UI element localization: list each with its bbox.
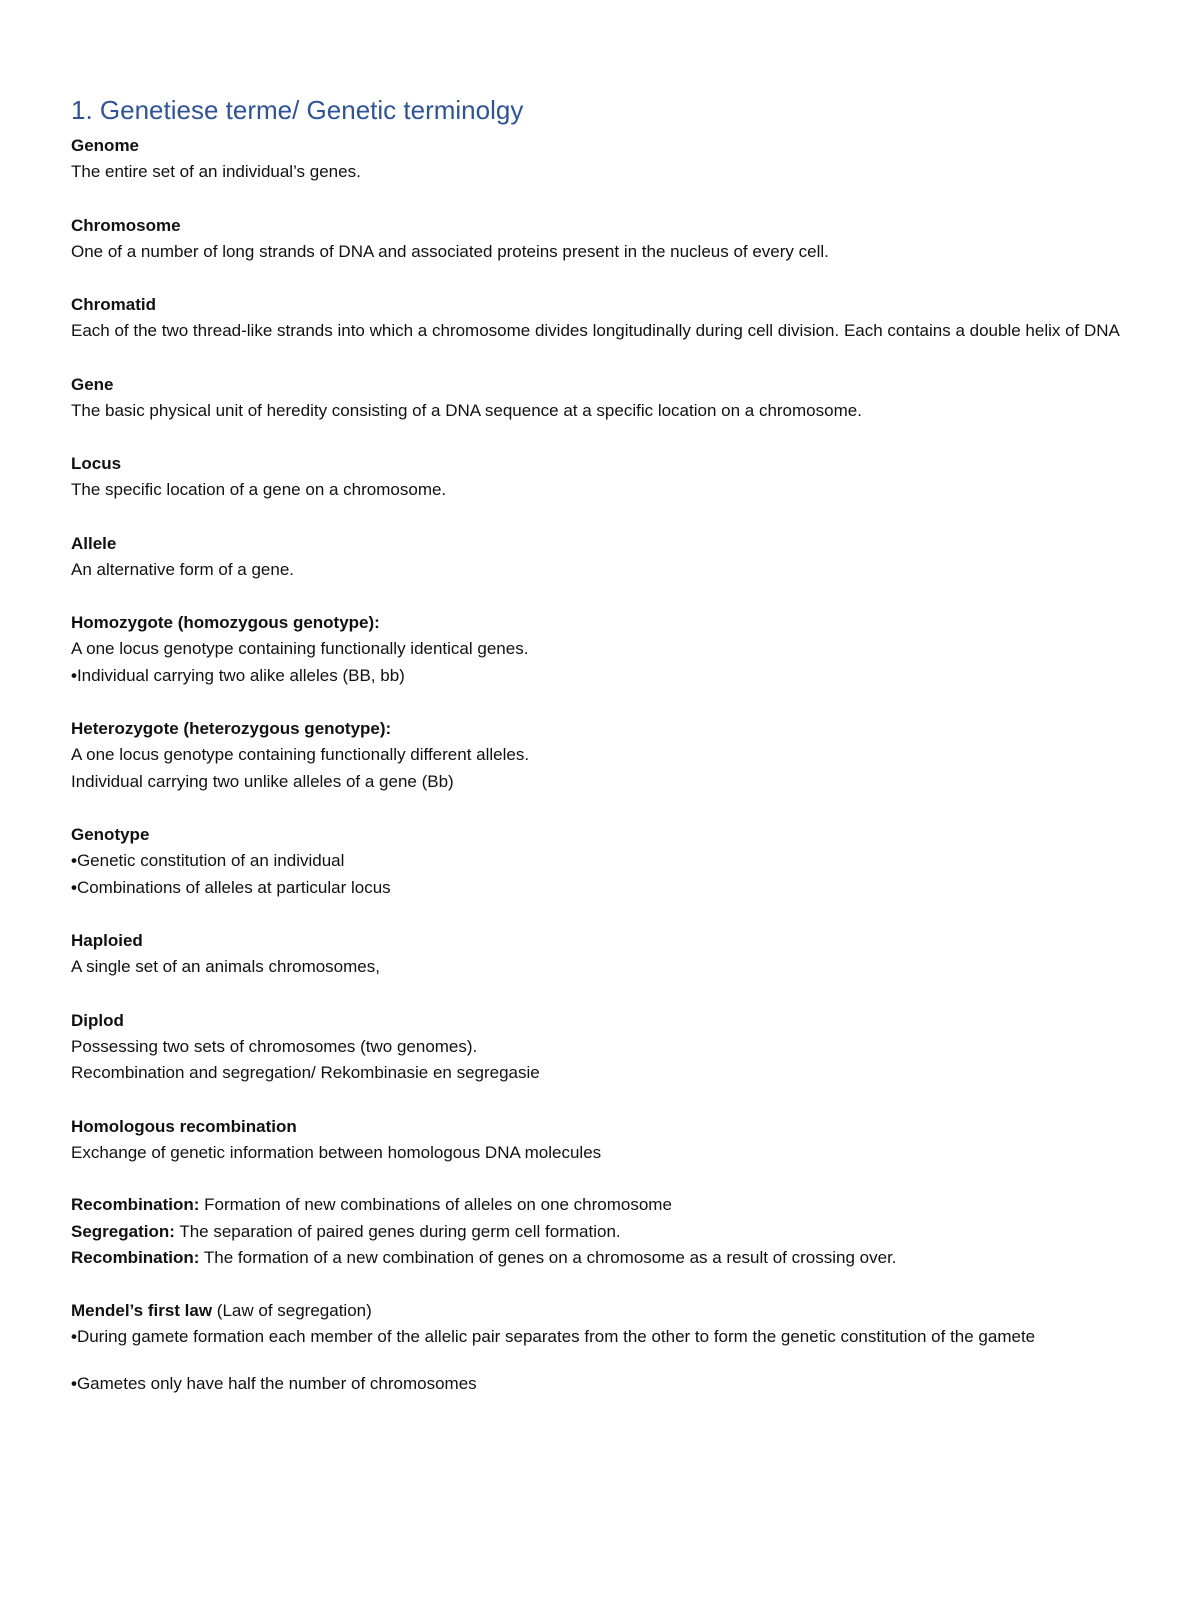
bullet-item — [71, 875, 1131, 902]
entry-haploied — [71, 927, 1131, 981]
bullet-item — [71, 1324, 1131, 1351]
definition-segregation — [71, 1219, 1131, 1246]
term-heading: Genome — [71, 136, 140, 155]
term-heading: Chromatid — [71, 295, 156, 314]
entry-gene — [71, 371, 1131, 425]
bullet-text: Genetic constitution of an individual — [76, 851, 345, 870]
bullet-icon: • — [71, 877, 77, 897]
definition-text: The formation of a new combination of genes on a chromosome as a result of crossing over. — [199, 1248, 897, 1267]
definition-label: Recombination: — [71, 1195, 200, 1214]
term-heading: Locus — [71, 454, 122, 473]
entry-allele — [71, 530, 1131, 584]
term-heading: Diplod — [71, 1010, 124, 1030]
definition-text: Possessing two sets of chromosomes (two genomes). — [71, 1036, 478, 1056]
bullet-icon: • — [71, 1373, 77, 1393]
bullet-text: Combinations of alleles at particular locus — [76, 877, 391, 897]
term-heading: Mendel’s first law — [71, 1300, 213, 1320]
bullet-item — [71, 663, 1131, 690]
definition-text: Each of the two thread-like strands into which a chromosome divides longitudinally during cell division. Each contains a double helix of DNA — [71, 321, 1120, 340]
bullet-icon: • — [71, 665, 77, 685]
definition-text: An alternative form of a gene. — [71, 559, 295, 579]
definition-text: A single set of an animals chromosomes, — [71, 957, 380, 976]
entry-homologous-recombination — [71, 1113, 1131, 1167]
definition-text: Exchange of genetic information between homologous DNA molecules — [71, 1142, 602, 1162]
term-heading: Heterozygote (heterozygous genotype): — [71, 719, 392, 738]
bullet-text: During gamete formation each member of the allelic pair separates from the other to form the genetic constitution of the gamete — [76, 1327, 1036, 1346]
term-heading: Homologous recombination — [71, 1116, 297, 1136]
definition-text: The entire set of an individual’s genes. — [71, 162, 361, 181]
term-heading: Haploied — [71, 931, 143, 950]
definition-text: A one locus genotype containing functionally different alleles. — [71, 745, 530, 764]
term-heading: Homozygote (homozygous genotype): — [71, 613, 380, 632]
definition-label: Segregation: — [71, 1221, 175, 1241]
term-heading: Genotype — [71, 825, 150, 844]
bullet-item — [71, 1371, 1131, 1398]
entry-diplod — [71, 1007, 1131, 1087]
entry-genotype — [71, 821, 1131, 901]
term-subtitle: (Law of segregation) — [212, 1300, 372, 1320]
bullet-text: Individual carrying two alike alleles (BB, bb) — [76, 665, 405, 685]
bullet-text: Gametes only have half the number of chromosomes — [76, 1373, 477, 1393]
page-title: 1. Genetiese terme/ Genetic terminolgy — [71, 95, 524, 125]
entry-genome — [71, 132, 1131, 186]
term-heading: Gene — [71, 374, 114, 394]
definition-label: Recombination: — [71, 1248, 200, 1267]
definition-text: One of a number of long strands of DNA and associated proteins present in the nucleus of every cell. — [71, 241, 829, 261]
definition-text: Recombination and segregation/ Rekombinasie en segregasie — [71, 1063, 540, 1082]
inline-definitions — [71, 1192, 1131, 1272]
term-heading: Allele — [71, 533, 117, 553]
entry-mendel-first-law — [71, 1298, 1131, 1398]
definition-text: The specific location of a gene on a chromosome. — [71, 480, 447, 499]
definition-text: Individual carrying two unlike alleles of a gene (Bb) — [71, 771, 454, 791]
definition-text: The basic physical unit of heredity consisting of a DNA sequence at a specific location on a chromosome. — [71, 400, 862, 420]
entry-locus — [71, 450, 1131, 504]
entry-chromosome — [71, 212, 1131, 266]
definition-recombination-crossing-over — [71, 1245, 1131, 1272]
entry-chromatid — [71, 291, 1131, 345]
definition-text: Formation of new combinations of alleles on one chromosome — [199, 1195, 672, 1214]
bullet-item — [71, 848, 1131, 875]
definition-text: The separation of paired genes during germ cell formation. — [174, 1221, 621, 1241]
document-page — [71, 92, 1131, 1423]
definition-text: A one locus genotype containing functionally identical genes. — [71, 639, 529, 658]
mendel-heading — [71, 1298, 1131, 1325]
bullet-icon: • — [71, 851, 77, 870]
entry-homozygote — [71, 609, 1131, 689]
bullet-icon: • — [71, 1327, 77, 1346]
definition-recombination — [71, 1192, 1131, 1219]
term-heading: Chromosome — [71, 215, 181, 235]
entry-heterozygote — [71, 715, 1131, 795]
